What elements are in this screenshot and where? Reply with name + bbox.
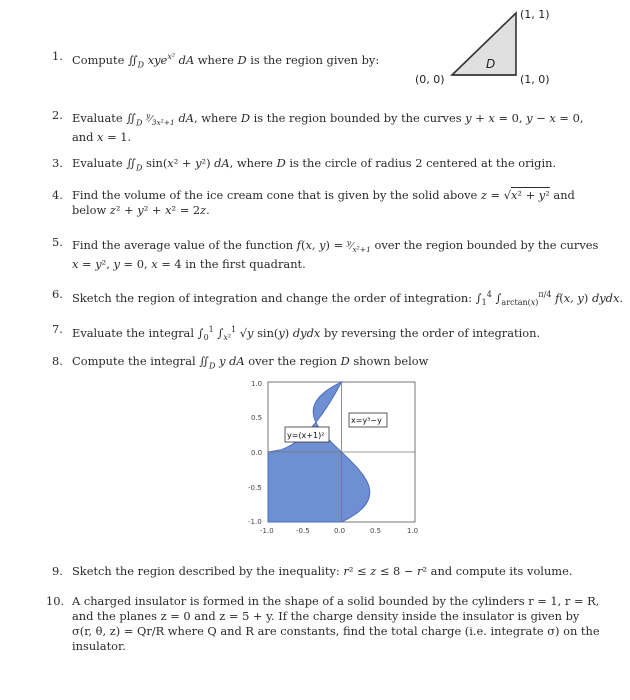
problem-3: 3. Evaluate $∬_D$ sin(x² + y²) dA, where D is the circle of radius 2 centered at the origin.: [52, 156, 557, 173]
y-tick-label: -0.5: [248, 484, 262, 492]
problem-8: 8. Compute the integral $∬_D$ y dA over the region D shown below: [52, 354, 429, 371]
problem-5: 5. Find the average value of the function f(x, $y) = ^y⁄_{x^2+1}$ over the region bounded by the curves x = y², y = 0, x = 4 in the first quadrant.: [52, 235, 599, 271]
problem-10-line-4: insulator.: [72, 639, 126, 653]
x-tick-label: -0.5: [296, 527, 310, 535]
problem-1: 1. Compute $∬_D$ xye$^{x^2}$ dA where D is the region given by:: [52, 49, 380, 70]
y-tick-label: -1.0: [248, 518, 262, 526]
problem-2: 2. Evaluate $∬_D$ $^y⁄_{3x^2+1}$ dA, where D is the region bounded by the curves y + x = 0, y − x = 0, and x = 1.: [52, 108, 584, 145]
point-label-right: (1, 0): [520, 73, 550, 86]
problem-10-line-1: A charged insulator is formed in the shape of a solid bounded by the cylinders r = 1, r = R,: [72, 594, 600, 608]
y-tick-label: 1.0: [251, 380, 263, 388]
problem-10: 10. A charged insulator is formed in the shape of a solid bounded by the cylinders r = 1, r = R, and the planes z = 0 and z = 5 + y. If the charge density inside the insulator is given by σ(r, θ, z) = Qr/R where Q and R are constants, find the total charge (i.e. integrate σ) on the insulator.: [46, 594, 600, 653]
parabola-label: y=(x+1)²: [287, 431, 325, 440]
point-label-top: (1, 1): [520, 8, 550, 21]
triangle-region: [452, 13, 516, 75]
problem-7: 7. Evaluate the integral $\int_0^1$ $\int_{x^2}^1$ √y sin(y) dydx by reversing the order of integration.: [52, 322, 541, 343]
x-tick-label: 0.0: [334, 527, 346, 535]
x-tick-label: 0.5: [370, 527, 382, 535]
x-tick-label: -1.0: [260, 527, 274, 535]
point-label-origin: (0, 0): [415, 73, 445, 86]
problem-10-line-2: and the planes z = 0 and z = 5 + y. If the charge density inside the insulator is given by: [72, 609, 580, 623]
problem-4: 4. Find the volume of the ice cream cone that is given by the solid above z = √x² + y² and below z² + y² + x² = 2z.: [52, 188, 575, 217]
problem-6: 6. Sketch the region of integration and change the order of integration: $\int_1^4$ $\int_{arctan(x)}^{\pi/4}$ f(x, y) dydx.: [52, 287, 624, 308]
x-tick-label: 1.0: [407, 527, 419, 535]
cubic-label: x=y³−y: [351, 416, 382, 425]
triangle-region-figure: [400, 0, 560, 95]
y-tick-label: 0.5: [251, 414, 263, 422]
problem-9: 9. Sketch the region described by the inequality: r² ≤ z ≤ 8 − r² and compute its volume.: [52, 564, 573, 578]
region-plot: [235, 374, 425, 549]
y-tick-label: 0.0: [251, 449, 263, 457]
problem-10-line-3: σ(r, θ, z) = Qr/R where Q and R are constants, find the total charge (i.e. integrate σ) on the: [72, 624, 600, 638]
triangle-region-label: D: [486, 57, 496, 71]
